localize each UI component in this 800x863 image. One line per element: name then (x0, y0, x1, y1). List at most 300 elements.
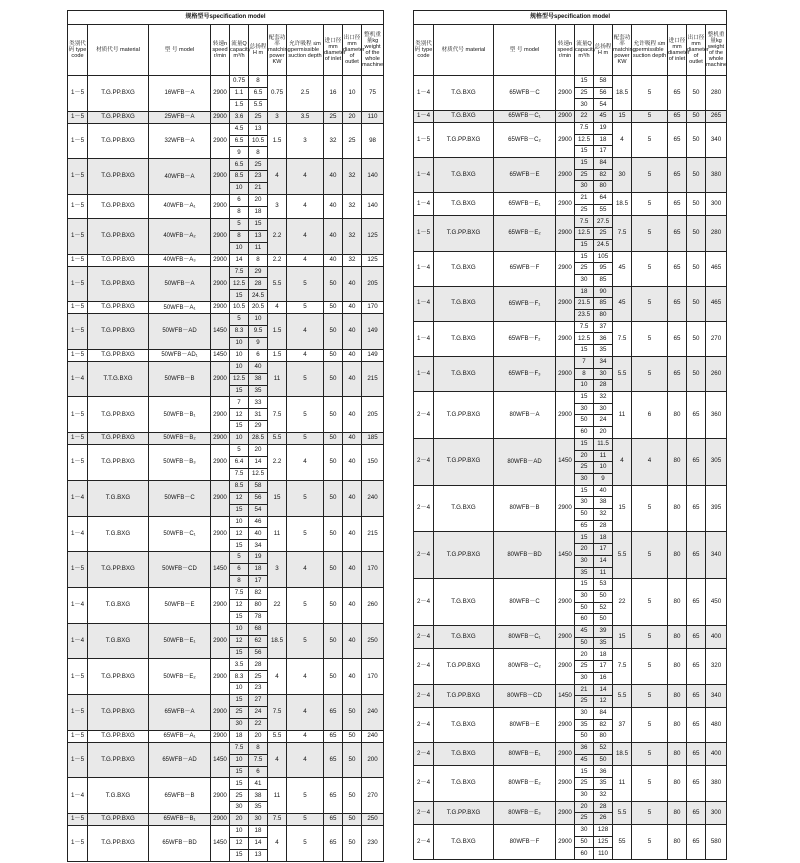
capacity-cell: 21 (575, 684, 594, 696)
capacity-cell: 15 (575, 251, 594, 263)
speed-cell: 2900 (556, 485, 575, 532)
outlet-diameter-cell: 50 (343, 778, 362, 814)
table-row (414, 193, 727, 205)
capacity-cell: 45 (575, 754, 594, 766)
capacity-cell: 6.4 (230, 457, 249, 469)
type-code-cell: 1－5 (68, 826, 88, 862)
capacity-cell: 12 (230, 635, 249, 647)
type-code-cell: 2－4 (414, 684, 434, 707)
head-cell: 16 (594, 672, 613, 684)
model-cell: 80WFB－E₁ (494, 743, 556, 766)
head-cell: 29 (249, 266, 268, 278)
head-cell: 56 (594, 87, 613, 99)
model-cell: 80WFB－C (494, 579, 556, 626)
head-cell: 82 (594, 169, 613, 181)
model-cell: 65WFB－E₂ (494, 216, 556, 251)
head-cell: 25 (249, 159, 268, 171)
col-suction: 允许吸程 ≤m permissible suction depth (632, 25, 668, 76)
power-cell: 30 (613, 157, 632, 192)
capacity-cell: 15 (575, 438, 594, 450)
weight-cell: 320 (706, 649, 727, 684)
capacity-cell: 7 (575, 356, 594, 368)
head-cell: 82 (249, 587, 268, 599)
inlet-diameter-cell: 50 (324, 623, 343, 659)
capacity-cell: 15 (575, 579, 594, 591)
head-cell: 25 (594, 228, 613, 240)
weight-cell: 340 (706, 532, 727, 579)
capacity-cell: 15 (230, 695, 249, 707)
head-cell: 6.5 (249, 87, 268, 99)
model-cell: 80WFB－E (494, 707, 556, 742)
capacity-cell: 15 (230, 540, 249, 552)
weight-cell: 300 (706, 193, 727, 216)
head-cell: 20 (249, 730, 268, 742)
type-code-cell: 2－4 (414, 825, 434, 860)
outlet-diameter-cell: 50 (687, 111, 706, 123)
capacity-cell: 7.5 (575, 122, 594, 134)
capacity-cell: 15 (575, 239, 594, 251)
capacity-cell: 3.6 (230, 111, 249, 123)
inlet-diameter-cell: 50 (324, 445, 343, 481)
capacity-cell: 25 (575, 661, 594, 673)
type-code-cell: 1－5 (68, 159, 88, 195)
power-cell: 5.5 (613, 532, 632, 579)
capacity-cell: 10 (230, 242, 249, 254)
col-material: 材质代号 material (434, 25, 494, 76)
material-cell: T.G.PP.BXG (88, 266, 149, 302)
outlet-diameter-cell: 65 (687, 707, 706, 742)
capacity-cell: 8 (230, 230, 249, 242)
power-cell: 11 (613, 391, 632, 438)
table-row (414, 286, 727, 298)
material-cell: T.G.PP.BXG (434, 801, 494, 824)
weight-cell: 380 (706, 766, 727, 801)
type-code-cell: 2－4 (414, 626, 434, 649)
outlet-diameter-cell: 10 (343, 76, 362, 112)
model-cell: 40WFB－A₂ (149, 218, 211, 254)
outlet-diameter-cell: 32 (343, 218, 362, 254)
power-cell: 11 (268, 778, 287, 814)
weight-cell: 260 (362, 587, 384, 623)
type-code-cell: 1－5 (68, 76, 88, 112)
inlet-diameter-cell: 80 (668, 766, 687, 801)
model-cell: 40WFB－A₃ (149, 254, 211, 266)
speed-cell: 2900 (556, 286, 575, 321)
capacity-cell: 12.5 (575, 134, 594, 146)
power-cell: 5.5 (268, 433, 287, 445)
material-cell: T.G.PP.BXG (434, 684, 494, 707)
speed-cell: 2900 (556, 579, 575, 626)
capacity-cell: 7.5 (230, 587, 249, 599)
model-cell: 80WFB－B (494, 485, 556, 532)
power-cell: 4 (268, 659, 287, 695)
table-row (68, 218, 384, 230)
weight-cell: 185 (362, 433, 384, 445)
material-cell: T.G.PP.BXG (88, 730, 149, 742)
capacity-cell: 12 (230, 838, 249, 850)
model-cell: 80WFB－C₁ (494, 626, 556, 649)
model-cell: 16WFB－A (149, 76, 211, 112)
type-code-cell: 1－5 (68, 695, 88, 731)
head-cell: 5.5 (249, 99, 268, 111)
capacity-cell: 30 (575, 590, 594, 602)
model-cell: 80WFB－CD (494, 684, 556, 707)
inlet-diameter-cell: 65 (668, 356, 687, 391)
power-cell: 4 (268, 302, 287, 314)
suction-depth-cell: 5 (632, 216, 668, 251)
head-cell: 52 (594, 743, 613, 755)
type-code-cell: 1－4 (68, 778, 88, 814)
model-cell: 65WFB－F₁ (494, 286, 556, 321)
capacity-cell: 30 (230, 718, 249, 730)
speed-cell: 2900 (211, 516, 230, 552)
head-cell: 34 (249, 540, 268, 552)
capacity-cell: 15 (230, 385, 249, 397)
capacity-cell: 25 (575, 204, 594, 216)
capacity-cell: 25 (575, 813, 594, 825)
outlet-diameter-cell: 40 (343, 445, 362, 481)
material-cell: T.G.PP.BXG (88, 433, 149, 445)
table-row (414, 157, 727, 169)
head-cell: 14 (594, 684, 613, 696)
power-cell: 5.5 (268, 266, 287, 302)
power-cell: 5.5 (613, 356, 632, 391)
power-cell: 4 (613, 438, 632, 485)
capacity-cell: 23.5 (575, 310, 594, 322)
head-cell: 18 (594, 532, 613, 544)
table-row (68, 659, 384, 671)
speed-cell: 2900 (211, 266, 230, 302)
capacity-cell: 8.3 (230, 671, 249, 683)
model-cell: 65WFB－C₁ (494, 111, 556, 123)
capacity-cell: 25 (575, 696, 594, 708)
material-cell: T.G.PP.BXG (88, 76, 149, 112)
outlet-diameter-cell: 50 (343, 730, 362, 742)
speed-cell: 2900 (211, 123, 230, 159)
table-row (68, 480, 384, 492)
col-capacity: 流量Q capacity m³/h (575, 25, 594, 76)
speed-cell: 2900 (556, 157, 575, 192)
type-code-cell: 1－4 (414, 76, 434, 111)
speed-cell: 2900 (211, 480, 230, 516)
material-cell: T.G.PP.BXG (434, 216, 494, 251)
col-model: 型 号 model (149, 25, 211, 76)
col-capacity: 流量Q capacity m³/h (230, 25, 249, 76)
head-cell: 80 (249, 599, 268, 611)
table-row (68, 314, 384, 326)
inlet-diameter-cell: 80 (668, 391, 687, 438)
model-cell: 65WFB－F₂ (494, 321, 556, 356)
col-power: 配套功率 matching power KW (268, 25, 287, 76)
speed-cell: 2900 (211, 433, 230, 445)
power-cell: 2.2 (268, 218, 287, 254)
head-cell: 35 (249, 385, 268, 397)
capacity-cell: 60 (575, 427, 594, 439)
inlet-diameter-cell: 80 (668, 438, 687, 485)
table-row (414, 766, 727, 778)
capacity-cell: 36 (575, 743, 594, 755)
suction-depth-cell: 5 (632, 825, 668, 860)
material-cell: T.G.PP.BXG (88, 195, 149, 219)
capacity-cell: 8.5 (230, 171, 249, 183)
right-spec-table-panel (413, 10, 726, 860)
power-cell: 7.5 (268, 695, 287, 731)
speed-cell: 1450 (211, 826, 230, 862)
power-cell: 7.5 (268, 397, 287, 433)
model-cell: 65WFB－B (149, 778, 211, 814)
head-cell: 11 (594, 450, 613, 462)
head-cell: 24.5 (594, 239, 613, 251)
capacity-cell: 30 (230, 802, 249, 814)
col-outlet: 出口径 mm diameter of outlet (687, 25, 706, 76)
head-cell: 82 (594, 719, 613, 731)
outlet-diameter-cell: 40 (343, 361, 362, 397)
table-row (68, 123, 384, 135)
weight-cell: 170 (362, 552, 384, 588)
inlet-diameter-cell: 80 (668, 579, 687, 626)
capacity-cell: 30 (575, 707, 594, 719)
col-type-code: 类别代码 type code (68, 25, 88, 76)
power-cell: 11 (268, 516, 287, 552)
material-cell: T.G.BXG (434, 766, 494, 801)
speed-cell: 2900 (556, 356, 575, 391)
head-cell: 18 (249, 206, 268, 218)
outlet-diameter-cell: 65 (687, 626, 706, 649)
col-speed: 转速n speed r/min (211, 25, 230, 76)
model-cell: 80WFB－AD (494, 438, 556, 485)
table-row (68, 695, 384, 707)
model-cell: 65WFB－BD (149, 826, 211, 862)
outlet-diameter-cell: 50 (343, 814, 362, 826)
outlet-diameter-cell: 40 (343, 587, 362, 623)
capacity-cell: 50 (575, 836, 594, 848)
capacity-cell: 30 (575, 181, 594, 193)
suction-depth-cell: 5 (632, 707, 668, 742)
type-code-cell: 1－5 (68, 742, 88, 778)
head-cell: 17 (594, 544, 613, 556)
weight-cell: 340 (706, 122, 727, 157)
head-cell: 18 (594, 649, 613, 661)
model-cell: 40WFB－A₁ (149, 195, 211, 219)
capacity-cell: 12.5 (230, 373, 249, 385)
speed-cell: 2900 (556, 801, 575, 824)
head-cell: 19 (594, 122, 613, 134)
head-cell: 32 (594, 509, 613, 521)
table-row (68, 552, 384, 564)
type-code-cell: 1－5 (414, 122, 434, 157)
type-code-cell: 2－4 (414, 391, 434, 438)
power-cell: 18.5 (613, 743, 632, 766)
power-cell: 1.5 (268, 349, 287, 361)
head-cell: 7.5 (249, 754, 268, 766)
speed-cell: 2900 (211, 76, 230, 112)
capacity-cell: 30 (575, 473, 594, 485)
suction-depth-cell: 5 (287, 302, 324, 314)
capacity-cell: 8 (575, 368, 594, 380)
outlet-diameter-cell: 20 (343, 111, 362, 123)
suction-depth-cell: 5 (632, 76, 668, 111)
head-cell: 8 (249, 147, 268, 159)
capacity-cell: 15 (230, 611, 249, 623)
outlet-diameter-cell: 40 (343, 397, 362, 433)
head-cell: 45 (594, 111, 613, 123)
speed-cell: 2900 (211, 445, 230, 481)
left-spec-rows (68, 76, 384, 862)
material-cell: T.G.BXG (88, 480, 149, 516)
outlet-diameter-cell: 65 (687, 766, 706, 801)
inlet-diameter-cell: 50 (324, 516, 343, 552)
material-cell: T.G.PP.BXG (88, 302, 149, 314)
model-cell: 50WFB－B (149, 361, 211, 397)
type-code-cell: 1－4 (68, 623, 88, 659)
inlet-diameter-cell: 65 (668, 76, 687, 111)
model-cell: 80WFB－C₂ (494, 649, 556, 684)
head-cell: 35 (594, 637, 613, 649)
power-cell: 1.5 (268, 314, 287, 350)
table-row (68, 623, 384, 635)
capacity-cell: 5 (230, 314, 249, 326)
head-cell: 39 (594, 626, 613, 638)
capacity-cell: 15 (575, 532, 594, 544)
weight-cell: 360 (706, 391, 727, 438)
capacity-cell: 20 (575, 544, 594, 556)
inlet-diameter-cell: 65 (668, 251, 687, 286)
outlet-diameter-cell: 32 (343, 254, 362, 266)
power-cell: 15 (613, 626, 632, 649)
weight-cell: 170 (362, 659, 384, 695)
capacity-cell: 15 (575, 157, 594, 169)
suction-depth-cell: 5 (632, 251, 668, 286)
capacity-cell: 7.5 (230, 468, 249, 480)
capacity-cell: 1.5 (230, 99, 249, 111)
head-cell: 50 (594, 754, 613, 766)
weight-cell: 465 (706, 251, 727, 286)
outlet-diameter-cell: 65 (687, 801, 706, 824)
power-cell: 3 (268, 111, 287, 123)
suction-depth-cell: 4 (287, 659, 324, 695)
type-code-cell: 1－4 (414, 193, 434, 216)
speed-cell: 2900 (211, 659, 230, 695)
weight-cell: 400 (706, 626, 727, 649)
speed-cell: 2900 (211, 730, 230, 742)
table-row (68, 730, 384, 742)
head-cell: 28 (249, 659, 268, 671)
table-row (68, 361, 384, 373)
material-cell: T.G.PP.BXG (88, 695, 149, 731)
outlet-diameter-cell: 40 (343, 516, 362, 552)
head-cell: 19 (249, 552, 268, 564)
capacity-cell: 30 (575, 555, 594, 567)
model-cell: 65WFB－C₂ (494, 122, 556, 157)
power-cell: 5.5 (613, 801, 632, 824)
capacity-cell: 15 (230, 647, 249, 659)
capacity-cell: 10 (230, 433, 249, 445)
suction-depth-cell: 5 (287, 266, 324, 302)
col-model: 型 号 model (494, 25, 556, 76)
capacity-cell: 10 (230, 683, 249, 695)
head-cell: 64 (594, 193, 613, 205)
head-cell: 38 (594, 497, 613, 509)
head-cell: 11 (249, 242, 268, 254)
speed-cell: 1450 (556, 684, 575, 707)
outlet-diameter-cell: 40 (343, 349, 362, 361)
weight-cell: 205 (362, 266, 384, 302)
head-cell: 58 (249, 480, 268, 492)
col-head: 总扬程 H m (594, 25, 613, 76)
weight-cell: 480 (706, 707, 727, 742)
head-cell: 54 (594, 99, 613, 111)
material-cell: T.G.PP.BXG (88, 159, 149, 195)
model-cell: 65WFB－C (494, 76, 556, 111)
power-cell: 18.5 (613, 76, 632, 111)
head-cell: 34 (594, 356, 613, 368)
weight-cell: 140 (362, 195, 384, 219)
head-cell: 36 (594, 333, 613, 345)
inlet-diameter-cell: 80 (668, 801, 687, 824)
capacity-cell: 50 (575, 637, 594, 649)
head-cell: 35 (249, 802, 268, 814)
power-cell: 3 (268, 552, 287, 588)
material-cell: T.G.BXG (434, 251, 494, 286)
head-cell: 41 (249, 778, 268, 790)
inlet-diameter-cell: 80 (668, 825, 687, 860)
model-cell: 80WFB－F (494, 825, 556, 860)
outlet-diameter-cell: 40 (343, 433, 362, 445)
outlet-diameter-cell: 40 (343, 480, 362, 516)
head-cell: 17 (594, 146, 613, 158)
outlet-diameter-cell: 50 (687, 286, 706, 321)
head-cell: 53 (594, 579, 613, 591)
head-cell: 18 (594, 134, 613, 146)
power-cell: 15 (613, 111, 632, 123)
material-cell: T.G.BXG (434, 76, 494, 111)
table-row (68, 349, 384, 361)
outlet-diameter-cell: 50 (343, 695, 362, 731)
capacity-cell: 50 (575, 731, 594, 743)
suction-depth-cell: 5 (632, 626, 668, 649)
table-row (68, 302, 384, 314)
power-cell: 22 (268, 587, 287, 623)
type-code-cell: 1－5 (68, 195, 88, 219)
capacity-cell: 25 (230, 707, 249, 719)
outlet-diameter-cell: 40 (343, 314, 362, 350)
col-weight: 整机重量kg weight of the whole machine (362, 25, 384, 76)
inlet-diameter-cell: 32 (324, 123, 343, 159)
suction-depth-cell: 4 (287, 742, 324, 778)
speed-cell: 2900 (211, 361, 230, 397)
col-power: 配套功率 matching power KW (613, 25, 632, 76)
head-cell: 9 (249, 337, 268, 349)
capacity-cell: 12 (230, 409, 249, 421)
outlet-diameter-cell: 65 (687, 438, 706, 485)
inlet-diameter-cell: 40 (324, 159, 343, 195)
capacity-cell: 3.5 (230, 659, 249, 671)
inlet-diameter-cell: 40 (324, 195, 343, 219)
table-row (414, 111, 727, 123)
capacity-cell: 10 (230, 361, 249, 373)
suction-depth-cell: 5 (287, 587, 324, 623)
capacity-cell: 50 (575, 602, 594, 614)
power-cell: 4 (613, 122, 632, 157)
head-cell: 95 (594, 263, 613, 275)
capacity-cell: 18 (230, 730, 249, 742)
capacity-cell: 15 (575, 345, 594, 357)
capacity-cell: 10 (230, 754, 249, 766)
type-code-cell: 1－5 (68, 254, 88, 266)
power-cell: 0.75 (268, 76, 287, 112)
model-cell: 80WFB－E₂ (494, 766, 556, 801)
head-cell: 56 (249, 647, 268, 659)
